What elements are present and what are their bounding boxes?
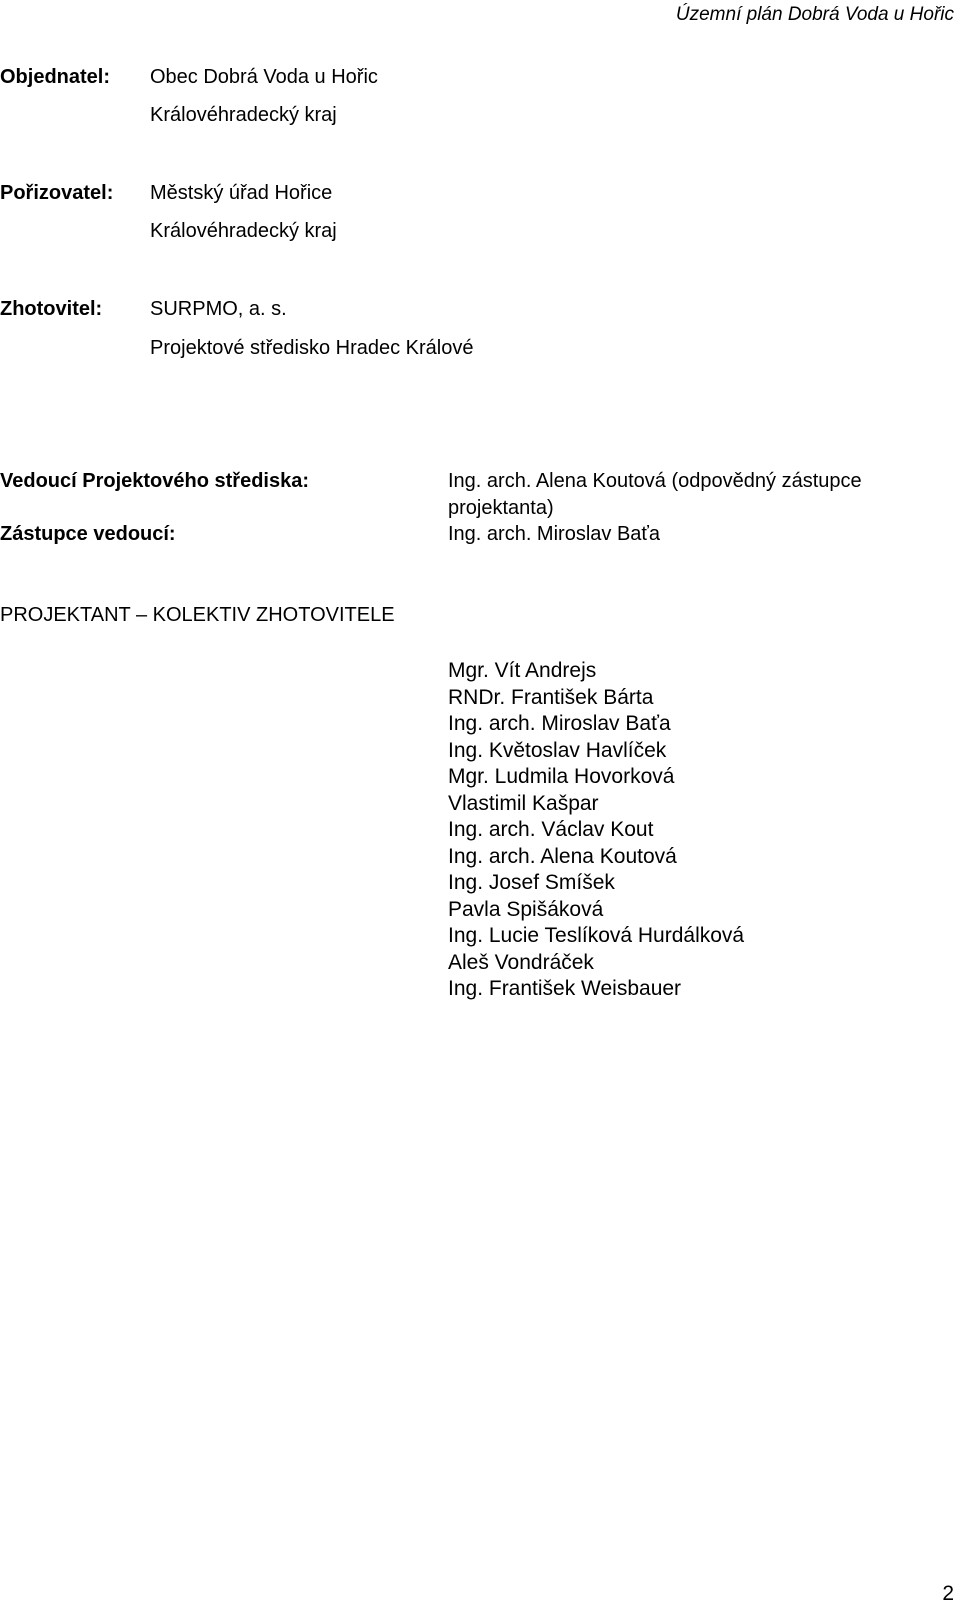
porizovatel-label: Pořizovatel: [0,182,114,204]
zastupce-value: Ing. arch. Miroslav Baťa [448,523,661,545]
list-item: Ing. arch. Miroslav Baťa [448,712,671,735]
zastupce-label: Zástupce vedoucí: [0,523,176,545]
zhotovitel-label: Zhotovitel: [0,298,103,320]
list-item: Vlastimil Kašpar [448,791,599,815]
vedouci-value-cont: projektanta) [448,497,554,519]
kolektiv-member-list [448,658,744,1003]
vedouci-value: Ing. arch. Alena Koutová (odpovědný zástupce [448,470,862,492]
list-item: Mgr. Ludmila Hovorková [448,765,675,788]
list-item: Mgr. Vít Andrejs [448,659,597,682]
list-item: RNDr. František Bárta [448,685,654,709]
kolektiv-heading: PROJEKTANT – KOLEKTIV ZHOTOVITELE [0,604,395,626]
objednatel-region: Královéhradecký kraj [150,104,337,126]
list-item: Ing. Lucie Teslíková Hurdálková [448,924,745,947]
list-item: Aleš Vondráček [448,950,594,974]
document-header-title: Územní plán Dobrá Voda u Hořic [675,4,954,25]
page-number: 2 [942,1582,954,1605]
list-item: Ing. arch. Alena Koutová [448,844,677,868]
list-item: Ing. Josef Smíšek [448,871,615,894]
list-item: Ing. arch. Václav Kout [448,818,654,841]
list-item: Pavla Spišáková [448,897,604,921]
list-item: Ing. Květoslav Havlíček [448,738,667,762]
objednatel-label: Objednatel: [0,66,111,88]
vedouci-label: Vedoucí Projektového střediska: [0,470,309,492]
zhotovitel-department: Projektové středisko Hradec Králové [150,337,474,359]
porizovatel-region: Královéhradecký kraj [150,220,337,242]
porizovatel-name: Městský úřad Hořice [150,182,333,204]
objednatel-name: Obec Dobrá Voda u Hořic [150,66,378,88]
list-item: Ing. František Weisbauer [448,977,682,1000]
zhotovitel-name: SURPMO, a. s. [150,298,287,320]
